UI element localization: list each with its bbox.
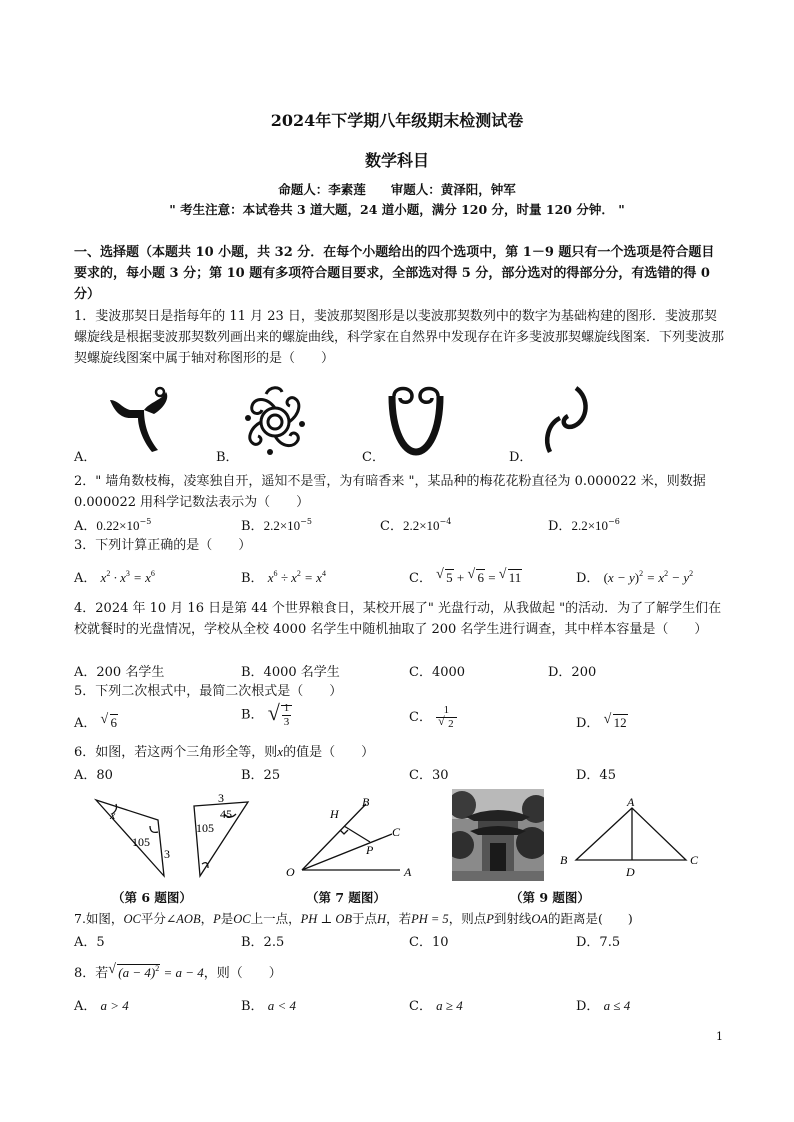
q6-option-a[interactable]: A．80	[74, 768, 113, 783]
q6-stem: 6．如图，若这两个三角形全等，则x的值是（ ）	[74, 744, 375, 760]
q3-stem: 3．下列计算正确的是（ ）	[74, 538, 252, 553]
q3-option-d[interactable]: D． $(x - y)^2 = x^2 - y^2$	[576, 569, 694, 586]
q8-stem: 8．若 √ $(a - 4)^2 = a - 4$，则（ ）	[74, 962, 282, 981]
fig7-label-o: O	[286, 865, 295, 879]
q2-option-c[interactable]: C．$2.2\times 10^{-4}$	[380, 517, 452, 534]
page-number: 1	[716, 1030, 723, 1043]
q1-figure-a	[100, 378, 180, 458]
q8-option-d[interactable]: D． a ≤ 4	[576, 998, 631, 1014]
q8-option-a[interactable]: A． a > 4	[74, 998, 129, 1014]
q6-option-c[interactable]: C．30	[409, 768, 449, 783]
fig6-label-3b: 3	[218, 791, 224, 805]
q4-stem: 4．2024 年 10 月 16 日是第 44 个世界粮食日，某校开展了" 光盘行动，从我做起 "的活动．为了了解学生们在校就餐时的光盘情况，学校从全校 4000 名学生中随机抽取了 200 名学生进行调查，其中样本容量是（ ）	[74, 601, 722, 637]
subject-title: 数学科目	[364, 151, 429, 170]
q5-option-b[interactable]: B． √ $\frac{1}{3}$	[241, 702, 292, 729]
fig6-label-x: x	[110, 808, 116, 822]
q1-option-b[interactable]: B．	[216, 450, 239, 465]
section-heading: 一、选择题（本题共 10 小题，共 32 分．在每个小题给出的四个选项中，第 1－9 题只有一个选项是符合题目要求的，每小题 3 分；第 10 题有多项符合题目要求，全部选对得 5 分，部分选对的得部分分，有选错的得 0 分）	[74, 245, 715, 302]
q1-stem: 1．斐波那契日是指每年的 11 月 23 日，斐波那契图形是以斐波那契数列中的数字为基础构建的图形．斐波那契螺旋线是根据斐波那契数列画出来的螺旋曲线，科学家在自然界中发现存在许多斐波那契螺旋线图案．下列斐波那契螺旋线图案中属于轴对称图形的是（ ）	[74, 309, 725, 366]
fig7-label-h: H	[330, 807, 339, 821]
fig6-label-45: 45	[220, 807, 232, 821]
fig6-triangles	[88, 790, 252, 890]
q4-option-c[interactable]: C．4000	[409, 665, 466, 680]
fig7-angle	[282, 790, 422, 888]
q2-option-d[interactable]: D．$2.2\times 10^{-6}$	[548, 517, 620, 534]
q7-option-a[interactable]: A．5	[74, 935, 105, 950]
fig6-caption: （第 6 题图）	[112, 890, 192, 905]
fig7-label-a: A	[404, 865, 412, 879]
q6-option-d[interactable]: D．45	[576, 768, 616, 783]
q5-stem: 5．下列二次根式中，最简二次根式是（ ）	[74, 684, 343, 699]
q4-option-b[interactable]: B．4000 名学生	[241, 665, 340, 680]
q2-option-b[interactable]: B．$2.2\times 10^{-5}$	[241, 517, 312, 534]
q3-option-c[interactable]: C． √ 5 + √ 6 = √ 11	[409, 567, 522, 586]
fig7-label-p: P	[366, 843, 374, 857]
q1-figure-d	[540, 384, 592, 456]
fig6-label-3a: 3	[164, 847, 170, 861]
fig7-label-b: B	[362, 795, 370, 809]
q5-option-c[interactable]: C． 1 √ 2	[409, 704, 457, 731]
authors-line: 命题人：李素莲 审题人：黄泽阳，钟军	[278, 182, 516, 197]
fig9-label-a: A	[627, 796, 635, 809]
q7-stem: 7.如图，OC平分∠AOB，P是OC上一点，PH ⊥ OB于点H，若PH = 5，则点P到射线OA的距离是( )	[74, 911, 633, 926]
q4-option-a[interactable]: A．200 名学生	[74, 665, 165, 680]
q3-option-b[interactable]: B． $x^6 \div x^2 = x^4$	[241, 569, 326, 586]
q6-option-b[interactable]: B．25	[241, 768, 281, 783]
fig7-label-c: C	[392, 825, 401, 839]
fig9-label-b: B	[560, 853, 568, 867]
notice-line: " 考生注意：本试卷共 3 道大题，24 道小题，满分 120 分，时量 120 分钟． "	[169, 202, 625, 217]
q7-option-d[interactable]: D．7.5	[576, 935, 621, 950]
pavilion-photo	[452, 789, 544, 881]
q1-option-a[interactable]: A．	[74, 450, 97, 465]
q7-option-c[interactable]: C．10	[409, 935, 449, 950]
exam-title: 2024年下学期八年级期末检测试卷	[270, 111, 524, 130]
q2-stem: 2．" 墙角数枝梅，凌寒独自开，遥知不是雪，为有暗香来 "，某品种的梅花花粉直径为 0.000022 米，则数据 0.000022 用科学记数法表示为（ ）	[74, 474, 706, 510]
q5-option-d[interactable]: D． √ 12	[576, 712, 627, 731]
q3-option-a[interactable]: A． $x^2 \cdot x^3 = x^6$	[74, 569, 155, 586]
q1-option-d[interactable]: D．	[509, 450, 533, 465]
fig9-triangle	[556, 796, 706, 882]
fig6-label-105b: 105	[196, 821, 214, 835]
q8-option-c[interactable]: C． a ≥ 4	[409, 998, 463, 1014]
q7-option-b[interactable]: B．2.5	[241, 935, 285, 950]
q8-option-b[interactable]: B． a < 4	[241, 998, 296, 1014]
fig9-caption: （第 9 题图）	[510, 890, 590, 905]
q5-option-a[interactable]: A． √ 6	[74, 712, 118, 731]
fig7-caption: （第 7 题图）	[306, 890, 386, 905]
q2-option-a[interactable]: A．$0.22\times 10^{-5}$	[74, 517, 152, 534]
fig6-label-105a: 105	[132, 835, 150, 849]
q1-figure-c	[386, 382, 446, 458]
q4-option-d[interactable]: D．200	[548, 665, 597, 680]
fig9-label-c: C	[690, 853, 699, 867]
q1-option-c[interactable]: C．	[362, 450, 385, 465]
q1-figure-b	[236, 380, 314, 458]
fig9-label-d: D	[626, 865, 635, 879]
